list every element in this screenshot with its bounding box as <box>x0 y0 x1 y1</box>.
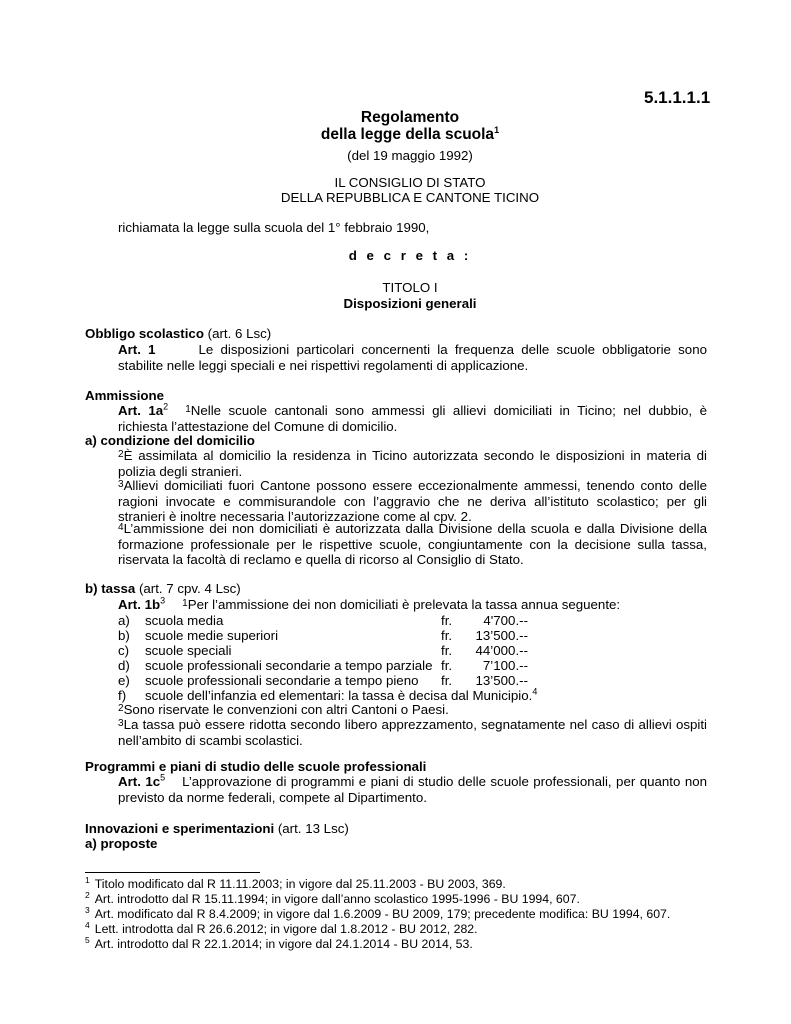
fee-letter: a) <box>118 613 130 628</box>
footnote <box>85 934 735 953</box>
section-heading-ammissione: Ammissione <box>85 388 165 403</box>
fee-letter: b) <box>118 628 130 643</box>
article-1 <box>118 342 707 373</box>
article-1b <box>118 597 707 613</box>
section-heading-obbligo <box>85 326 271 342</box>
footnote <box>85 904 735 923</box>
fee-item <box>118 658 578 673</box>
title-text: della legge della scuola <box>320 126 495 143</box>
section-heading-innovazioni <box>85 821 349 837</box>
fee-currency: fr. <box>441 673 453 688</box>
article-text: Le disposizioni particolari concernenti la frequenza delle scuole obbligatorie sono stabilite nelle leggi speciali e nei rispettivi regolamenti di applicazione. <box>118 342 707 373</box>
paragraph-number: 1 <box>185 404 191 415</box>
footnote-number: 5 <box>85 934 90 945</box>
article-label: Art. 1 <box>118 342 156 357</box>
paragraph-number: 2 <box>118 449 124 460</box>
footnote-text: Titolo modificato dal R 11.11.2003; in vigore dal 25.11.2003 - BU 2003, 369. <box>94 877 506 891</box>
sub-heading-tassa <box>85 581 241 597</box>
paragraph-4 <box>118 521 707 568</box>
heading-ref: (art. 6 Lsc) <box>207 326 272 341</box>
footnote-number: 3 <box>85 904 90 915</box>
title-footnote-ref[interactable]: 1 <box>494 124 500 135</box>
article-footnote-ref[interactable]: 2 <box>163 401 169 412</box>
paragraph-number: 3 <box>118 718 124 729</box>
footnote-number: 2 <box>85 889 90 900</box>
paragraph-number: 2 <box>118 703 124 714</box>
fee-amount: 4'700.-- <box>483 613 528 628</box>
paragraph-text: L’ammissione dei non domiciliati è autorizzata dalla Divisione della scuola e dalla Divisione della formazione professionale per le rispettive scuole, congiuntamente con la decisione sulla tassa, riservata la facoltà di reclamo e quella di ricorso al Consiglio di Stato. <box>118 521 707 567</box>
article-text: L’approvazione di programmi e piani di studio delle scuole professionali, per quanto non previsto da norme federali, compete al Dipartimento. <box>118 774 708 805</box>
article-label: Art. 1a <box>118 403 164 418</box>
fee-letter: e) <box>118 673 130 688</box>
paragraph-text: Nelle scuole cantonali sono ammessi gli allievi domiciliati in Ticino; nel dubbio, è richiesta l’attestazione del Comune di domicilio. <box>118 403 707 434</box>
fee-amount: 13’500.-- <box>475 628 528 643</box>
sub-heading-domicilio: a) condizione del domicilio <box>85 433 255 448</box>
fee-amount: 44’000.-- <box>475 643 528 658</box>
paragraph-2 <box>118 448 707 479</box>
article-1a <box>118 403 707 434</box>
fee-list <box>118 613 578 703</box>
tassa-paragraph-3 <box>118 717 707 748</box>
heading-text: Innovazioni e sperimentazioni <box>85 821 275 836</box>
fee-letter: c) <box>118 643 130 658</box>
fee-currency: fr. <box>441 643 453 658</box>
section-heading-programmi: Programmi e piani di studio delle scuole professionali <box>85 759 427 774</box>
footnote-number: 1 <box>85 874 90 885</box>
paragraph-text: La tassa può essere ridotta secondo libero apprezzamento, segnatamente nel caso di allievi ospiti nell’ambito di scambi scolastici. <box>118 717 707 748</box>
authority-line-1: IL CONSIGLIO DI STATO <box>334 175 486 190</box>
footnote-text: Lett. introdotta dal R 26.6.2012; in vigore dal 1.8.2012 - BU 2012, 282. <box>94 922 478 936</box>
title-line-2 <box>85 124 735 143</box>
authority-line-2: DELLA REPUBBLICA E CANTONE TICINO <box>280 190 540 205</box>
paragraph-text: Per l’ammissione dei non domiciliati è prelevata la tassa annua seguente: <box>187 597 621 612</box>
fee-amount: 13’500.-- <box>475 673 528 688</box>
paragraph-number: 1 <box>182 598 188 609</box>
paragraph-text: Allievi domiciliati fuori Cantone possono essere eccezionalmente ammessi, tenendo conto delle ragioni invocate e commisurandole con l’aggravio che ne deriva all’istituto scolastico; per gli stranieri è inoltre necessaria l’autorizzazione come al cpv. 2. <box>118 478 707 524</box>
fee-school: scuole professionali secondarie a tempo pieno <box>145 673 419 688</box>
document-code: 5.1.1.1.1 <box>644 88 711 107</box>
fee-f-text: scuole dell’infanzia ed elementari: la tassa è decisa dal Municipio. <box>145 688 533 703</box>
footnote-separator <box>85 872 260 873</box>
footnote-number: 4 <box>85 919 90 930</box>
sub-heading-proposte: a) proposte <box>85 836 158 851</box>
footnote <box>85 874 735 893</box>
paragraph-number: 4 <box>118 522 124 533</box>
heading-text: Obbligo scolastico <box>85 326 204 341</box>
heading-text: b) tassa <box>85 581 136 596</box>
fee-letter: d) <box>118 658 130 673</box>
article-label: Art. 1b <box>118 597 161 612</box>
fee-item <box>118 613 578 628</box>
fee-currency: fr. <box>441 658 453 673</box>
article-1c <box>118 774 707 805</box>
decreta: d e c r e t a : <box>348 248 472 263</box>
article-footnote-ref[interactable]: 5 <box>160 772 166 783</box>
heading-ref: (art. 7 cpv. 4 Lsc) <box>138 581 241 596</box>
article-label: Art. 1c <box>118 774 161 789</box>
fee-item-f <box>118 688 578 703</box>
footnote <box>85 889 735 908</box>
footnote-text: Art. introdotto dal R 15.11.1994; in vigore dall’anno scolastico 1995-1996 - BU 1994, 607. <box>94 892 580 906</box>
fee-currency: fr. <box>441 613 453 628</box>
paragraph-number: 3 <box>118 479 124 490</box>
fee-item <box>118 628 578 643</box>
document-date: (del 19 maggio 1992) <box>347 148 473 163</box>
fee-f-footnote-ref[interactable]: 4 <box>532 686 538 697</box>
footnote-text: Art. introdotto dal R 22.1.2014; in vigore dal 24.1.2014 - BU 2014, 53. <box>94 937 473 951</box>
titolo-label: TITOLO I <box>382 280 438 295</box>
footnote <box>85 919 735 938</box>
fee-school: scuole medie superiori <box>145 628 279 643</box>
fee-amount: 7’100.-- <box>482 658 528 673</box>
titolo-name: Disposizioni generali <box>343 296 477 311</box>
title-line-1: Regolamento <box>360 109 460 126</box>
fee-school: scuola media <box>145 613 224 628</box>
paragraph-3 <box>118 478 707 525</box>
tassa-paragraph-2 <box>118 702 707 718</box>
fee-item <box>118 643 578 658</box>
paragraph-text: Sono riservate le convenzioni con altri Cantoni o Paesi. <box>123 702 449 717</box>
recital: richiamata la legge sulla scuola del 1° febbraio 1990, <box>118 220 430 235</box>
fee-letter: f) <box>118 688 127 703</box>
heading-ref: (art. 13 Lsc) <box>277 821 349 836</box>
paragraph-text: È assimilata al domicilio la residenza in Ticino autorizzata secondo le disposizioni in materia di polizia degli stranieri. <box>118 448 707 479</box>
fee-school: scuole professionali secondarie a tempo parziale <box>145 658 433 673</box>
footnote-text: Art. modificato dal R 8.4.2009; in vigore dal 1.6.2009 - BU 2009, 179; precedente modifica: BU 1994, 607. <box>94 907 671 921</box>
fee-item <box>118 673 578 688</box>
article-footnote-ref[interactable]: 3 <box>160 595 166 606</box>
fee-currency: fr. <box>441 628 453 643</box>
fee-school: scuole speciali <box>145 643 232 658</box>
